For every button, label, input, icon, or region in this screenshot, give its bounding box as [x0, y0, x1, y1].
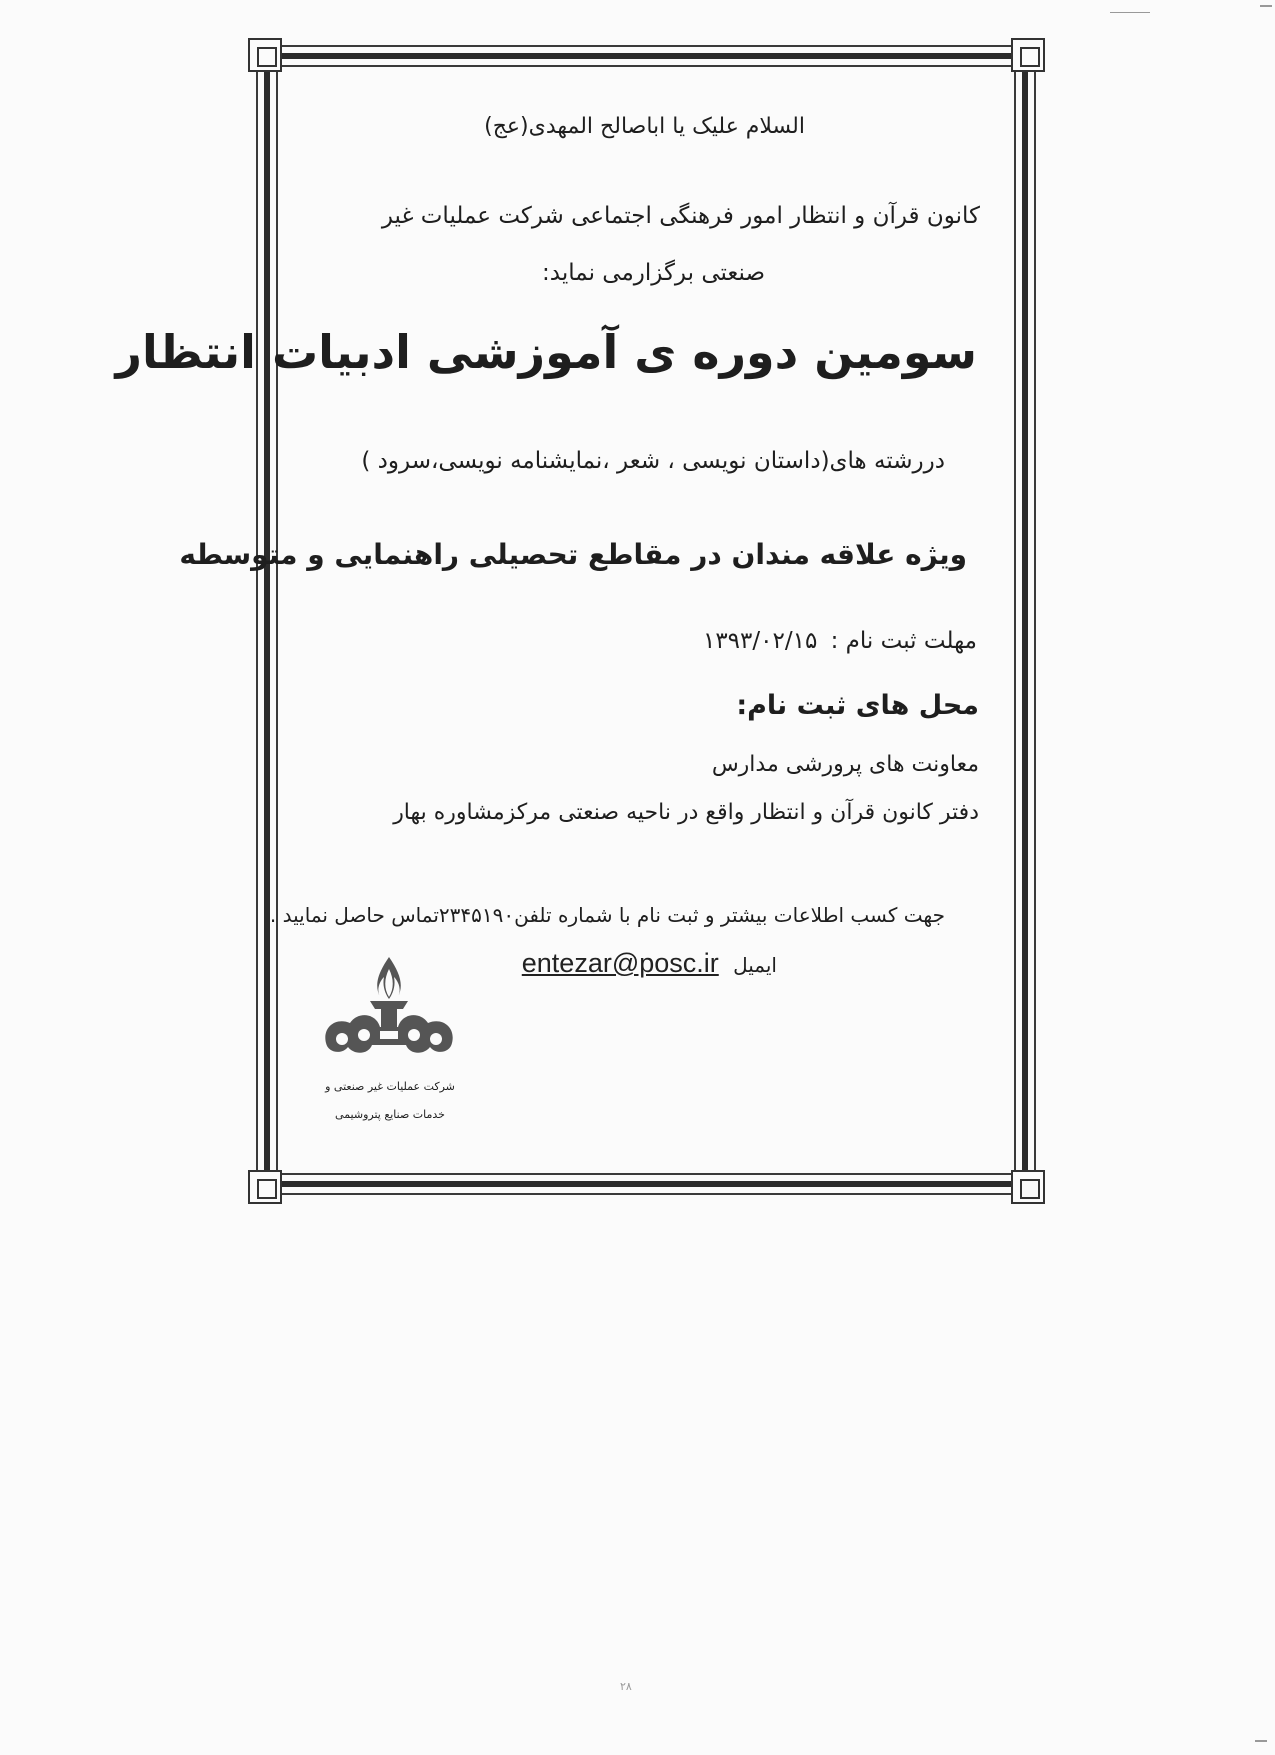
email-label: ایمیل	[733, 953, 777, 977]
organizer-line-1: کانون قرآن و انتظار امور فرهنگی اجتماعی شرکت عملیات غیر	[381, 203, 980, 229]
scan-speck	[1110, 12, 1150, 13]
target-audience: ویژه علاقه مندان در مقاطع تحصیلی راهنمایی و متوسطه	[179, 538, 967, 571]
scan-speck	[1260, 5, 1272, 7]
frame-corner-bottom-left	[248, 1170, 282, 1204]
location-item: معاونت های پرورشی مدارس	[711, 752, 979, 777]
logo-caption-line-1: شرکت عملیات غیر صنعتی و	[325, 1080, 455, 1093]
contact-info: جهت کسب اطلاعات بیشتر و ثبت نام با شماره تلفن۲۳۴۵۱۹۰تماس حاصل نمایید .	[269, 903, 945, 927]
greeting: السلام علیک یا اباصالح المهدی(عج)	[484, 114, 805, 139]
email-link[interactable]: entezar@posc.ir	[521, 948, 719, 978]
location-item: دفتر کانون قرآن و انتظار واقع در ناحیه صنعتی مرکزمشاوره بهار	[393, 800, 979, 825]
locations-title: محل های ثبت نام:	[736, 690, 979, 721]
course-fields: دررشته های(داستان نویسی ، شعر ،نمایشنامه نویسی،سرود )	[361, 448, 945, 474]
scan-speck	[1255, 1740, 1267, 1742]
frame-corner-top-right	[1011, 38, 1045, 72]
deadline-label: مهلت ثبت نام :	[830, 628, 977, 654]
page-mark: ۲۸	[620, 1680, 632, 1693]
organizer-line-2: صنعتی برگزارمی نماید:	[542, 260, 765, 286]
logo-caption-line-2: خدمات صنایع پتروشیمی	[335, 1108, 445, 1121]
email-row	[522, 948, 777, 979]
company-logo-icon	[318, 955, 460, 1065]
frame-corner-bottom-right	[1011, 1170, 1045, 1204]
deadline-date: ۱۳۹۳/۰۲/۱۵	[702, 628, 818, 654]
headline: سومین دوره ی آموزشی ادبیات انتظار	[115, 325, 977, 379]
registration-deadline	[703, 628, 977, 654]
frame-corner-top-left	[248, 38, 282, 72]
